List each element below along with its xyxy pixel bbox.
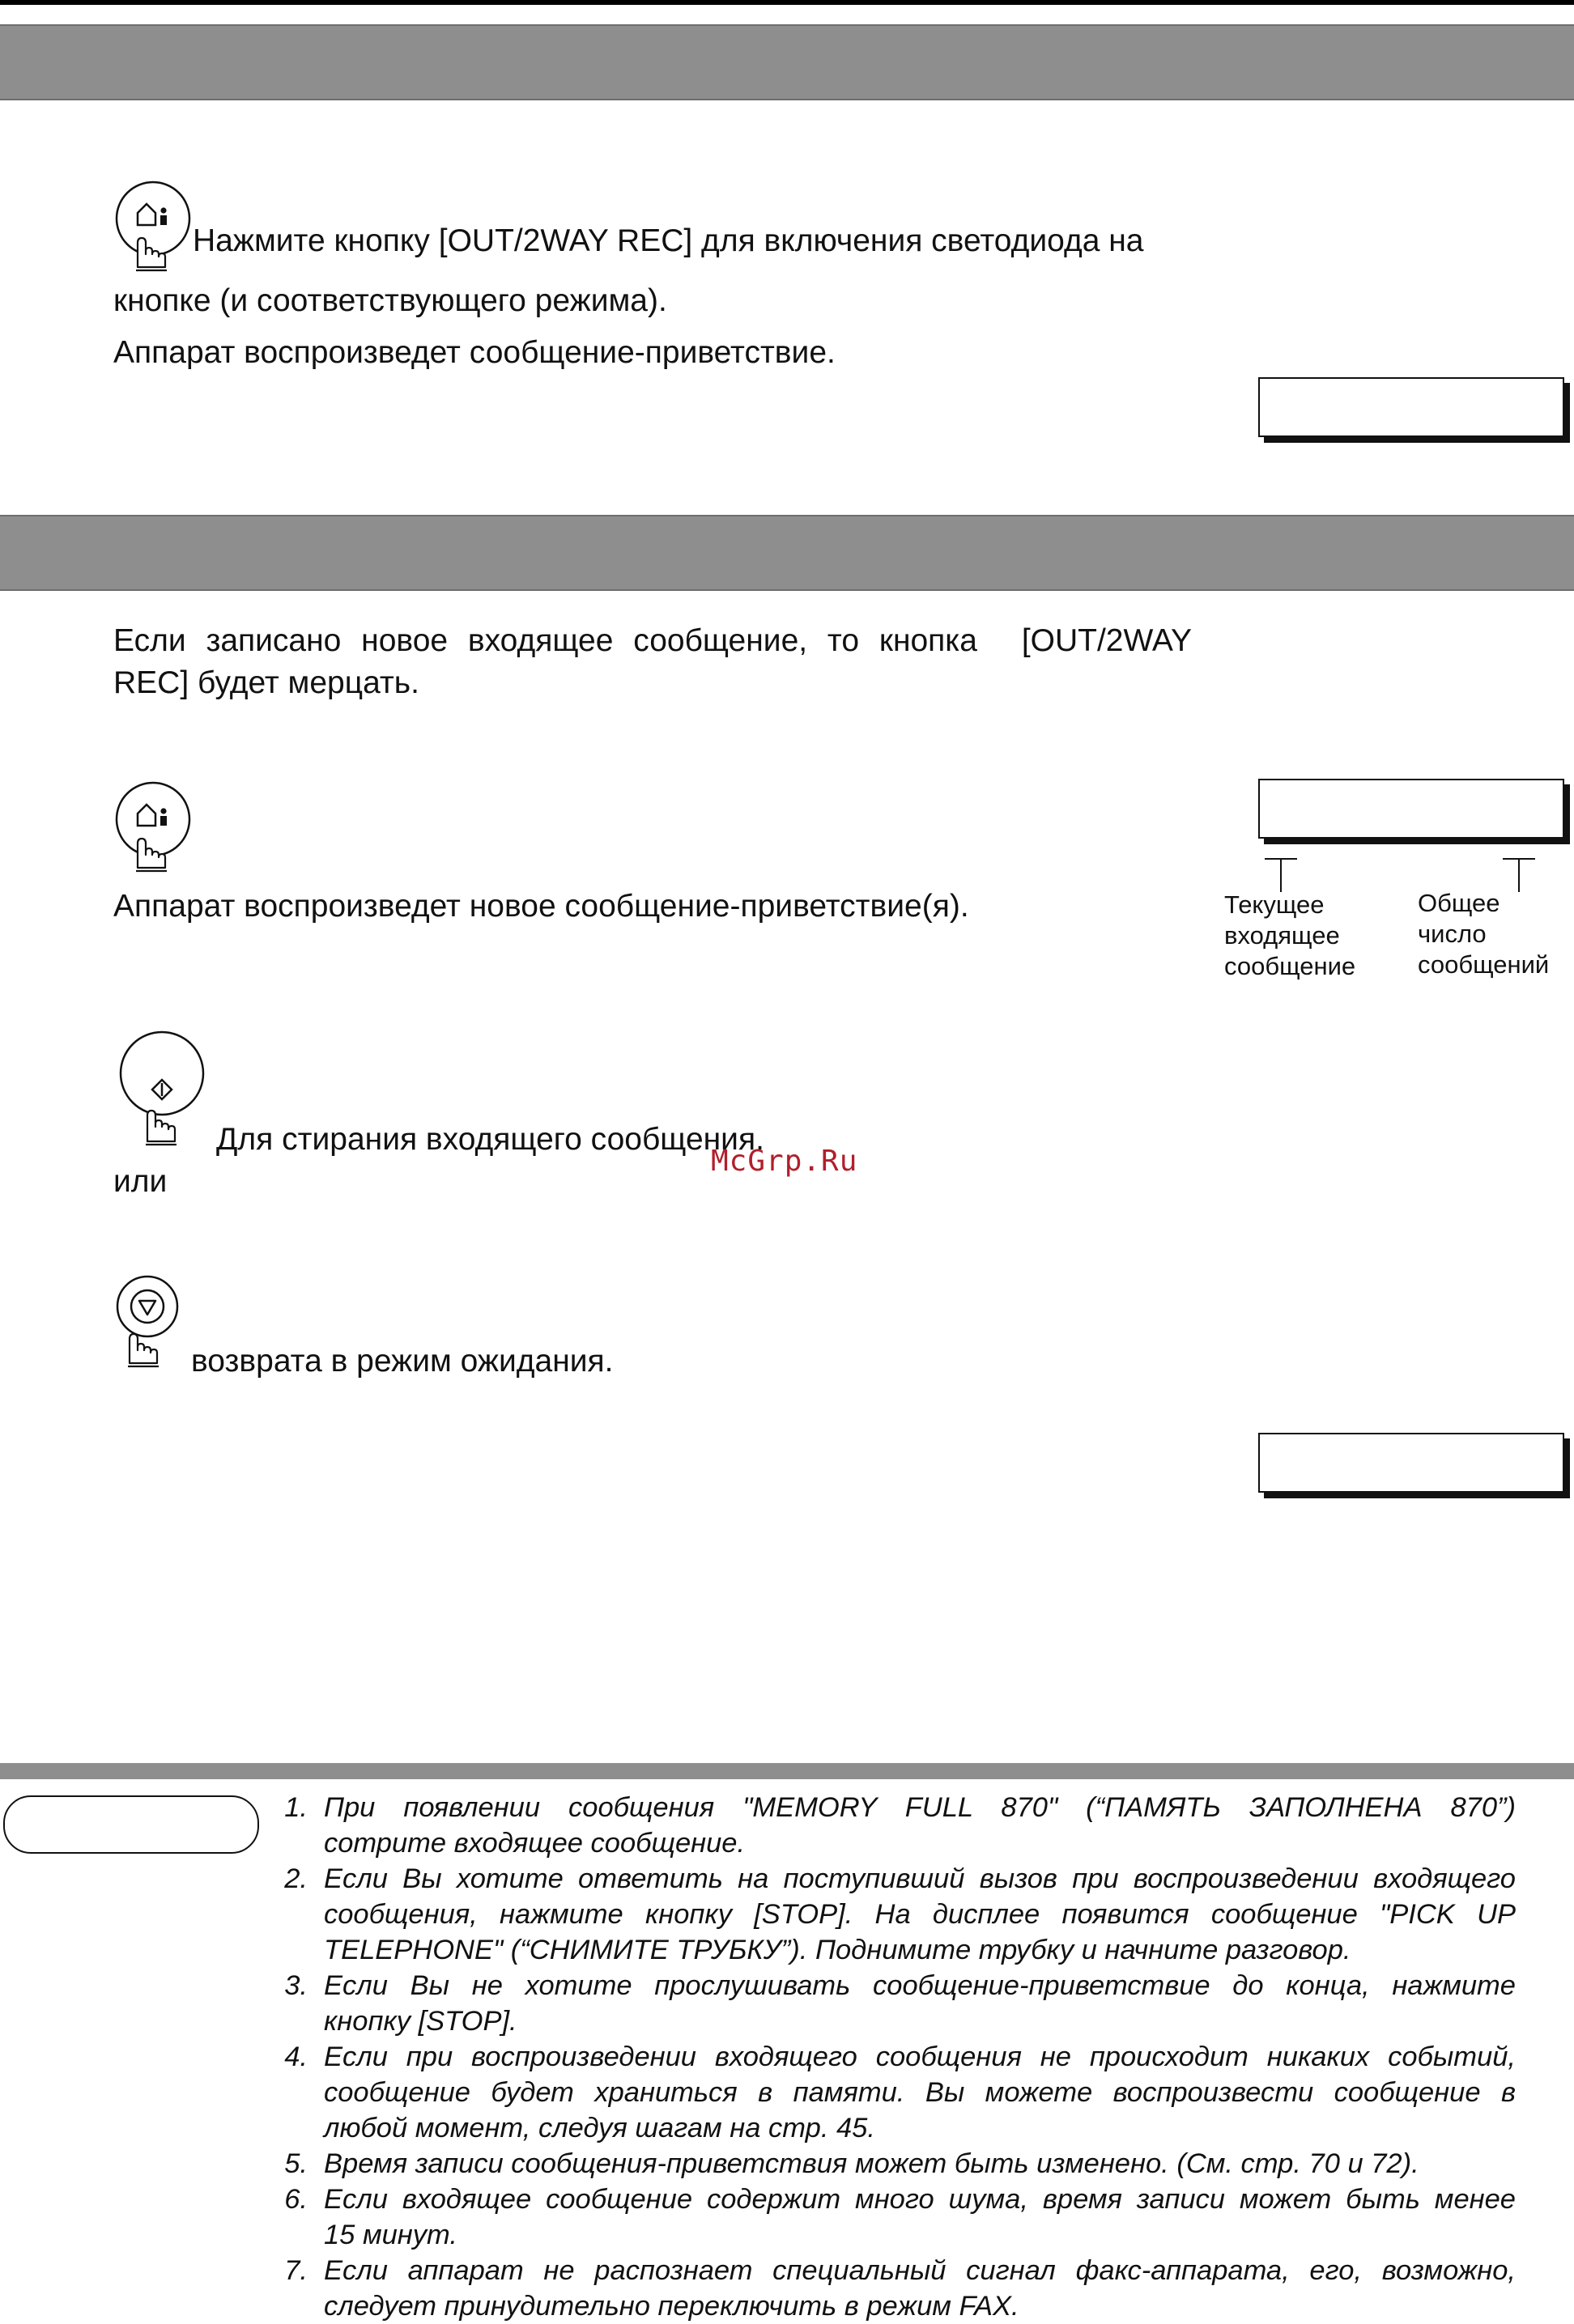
section2-play-text: Аппарат воспроизведет новое сообщение-приветствие(я). [113,889,969,924]
diamond-start-icon [118,1030,207,1151]
note-item [267,2039,1516,2146]
note-body [324,1968,1516,2039]
watermark: McGrp.Ru [711,1145,858,1178]
note-line: Если входящее сообщение содержит много шума, время записи может быть менее [324,2184,1516,2215]
label-current-message [1224,890,1355,982]
top-rule [0,0,1574,5]
note-body [324,2146,1516,2182]
section2-intro-line2: REC] будет мерцать. [113,665,419,700]
lcd-display-3 [1258,1433,1564,1493]
label-total-line1: Общее [1418,889,1500,917]
erase-text: Для стирания входящего сообщения. [216,1122,764,1157]
label-total-line3: сообщений [1418,950,1550,979]
note-item [267,1861,1516,1968]
note-item [267,1790,1516,1861]
section2-intro-text: Если записано новое входящее сообщение, то кнопка [113,623,977,658]
step1-line1: Нажмите кнопку [OUT/2WAY REC] для включения светодиода на [193,223,1144,258]
note-item [267,2253,1516,2324]
note-item [267,2146,1516,2182]
note-number: 2. [284,1863,308,1894]
out-2way-rec-button[interactable] [115,180,196,285]
note-line: 15 минут. [324,2220,457,2250]
notes-label-pill [3,1795,259,1854]
note-line: Если при воспроизведении входящего сообщения не происходит никаких событий, [324,2041,1516,2072]
section-header-band-2 [0,515,1574,591]
standby-text: возврата в режим ожидания. [191,1344,614,1379]
note-line: сотрите входящее сообщение. [324,1828,746,1859]
section2-intro-line1 [113,620,1192,662]
note-line: Если аппарат не распознает специальный сигнал факс-аппарата, его, возможно, [324,2255,1516,2286]
label-total-messages [1418,888,1549,980]
label-current-line1: Текущее [1224,890,1325,919]
note-number: 6. [284,2184,308,2215]
note-number: 1. [284,1792,308,1823]
note-line: сообщения, нажмите кнопку [STOP]. На дисплее появится сообщение "PICK UP [324,1899,1516,1930]
note-line: TELEPHONE" (“СНИМИТЕ ТРУБКУ”). Поднимите трубку и начните разговор. [324,1935,1351,1965]
note-line: При появлении сообщения "MEMORY FULL 870" (“ПАМЯТЬ ЗАПОЛНЕНА 870”) [324,1792,1516,1823]
note-line: кнопку [STOP]. [324,2006,517,2037]
section-header-band [0,24,1574,100]
note-body [324,2182,1516,2253]
lcd-display-1 [1258,377,1564,437]
note-line: Если Вы не хотите прослушивать сообщение-приветствие до конца, нажмите [324,1970,1516,2001]
note-body [324,2253,1516,2324]
note-number: 3. [284,1970,308,2001]
notes-list [267,1790,1516,2324]
note-number: 4. [284,2041,308,2072]
note-line: Время записи сообщения-приветствия может быть изменено. (См. стр. 70 и 72). [324,2148,1419,2179]
stop-circle-icon [115,1274,196,1371]
house-person-icon [115,180,196,281]
section2-intro-button-name: [OUT/2WAY [1021,623,1192,658]
note-line: любой момент, следуя шагам на стр. 45. [324,2113,875,2143]
notes-header-band [0,1763,1574,1779]
step1-line3: Аппарат воспроизведет сообщение-приветствие. [113,335,836,370]
or-text: или [113,1164,168,1199]
note-line: следует принудительно переключить в режим FAX. [324,2291,1019,2322]
label-current-line2: входящее [1224,921,1340,950]
pointing-hand-icon [128,1334,159,1366]
start-button[interactable] [118,1030,207,1155]
label-total-line2: число [1418,920,1487,948]
out-2way-rec-button-2[interactable] [115,780,196,886]
note-item [267,2182,1516,2253]
note-line: Если Вы хотите ответить на поступивший вызов при воспроизведении входящего [324,1863,1516,1894]
note-line: сообщение будет храниться в памяти. Вы можете воспроизвести сообщение в [324,2077,1516,2108]
label-current-line3: сообщение [1224,952,1356,980]
note-body [324,1861,1516,1968]
house-person-icon [115,780,196,882]
note-number: 7. [284,2255,308,2286]
note-item [267,1968,1516,2039]
note-number: 5. [284,2148,308,2179]
stop-button[interactable] [115,1274,196,1375]
lcd-display-2 [1258,779,1564,839]
pointing-hand-icon [146,1111,177,1145]
note-body [324,1790,1516,1861]
note-body [324,2039,1516,2146]
step1-line2: кнопке (и соответствующего режима). [113,283,667,318]
